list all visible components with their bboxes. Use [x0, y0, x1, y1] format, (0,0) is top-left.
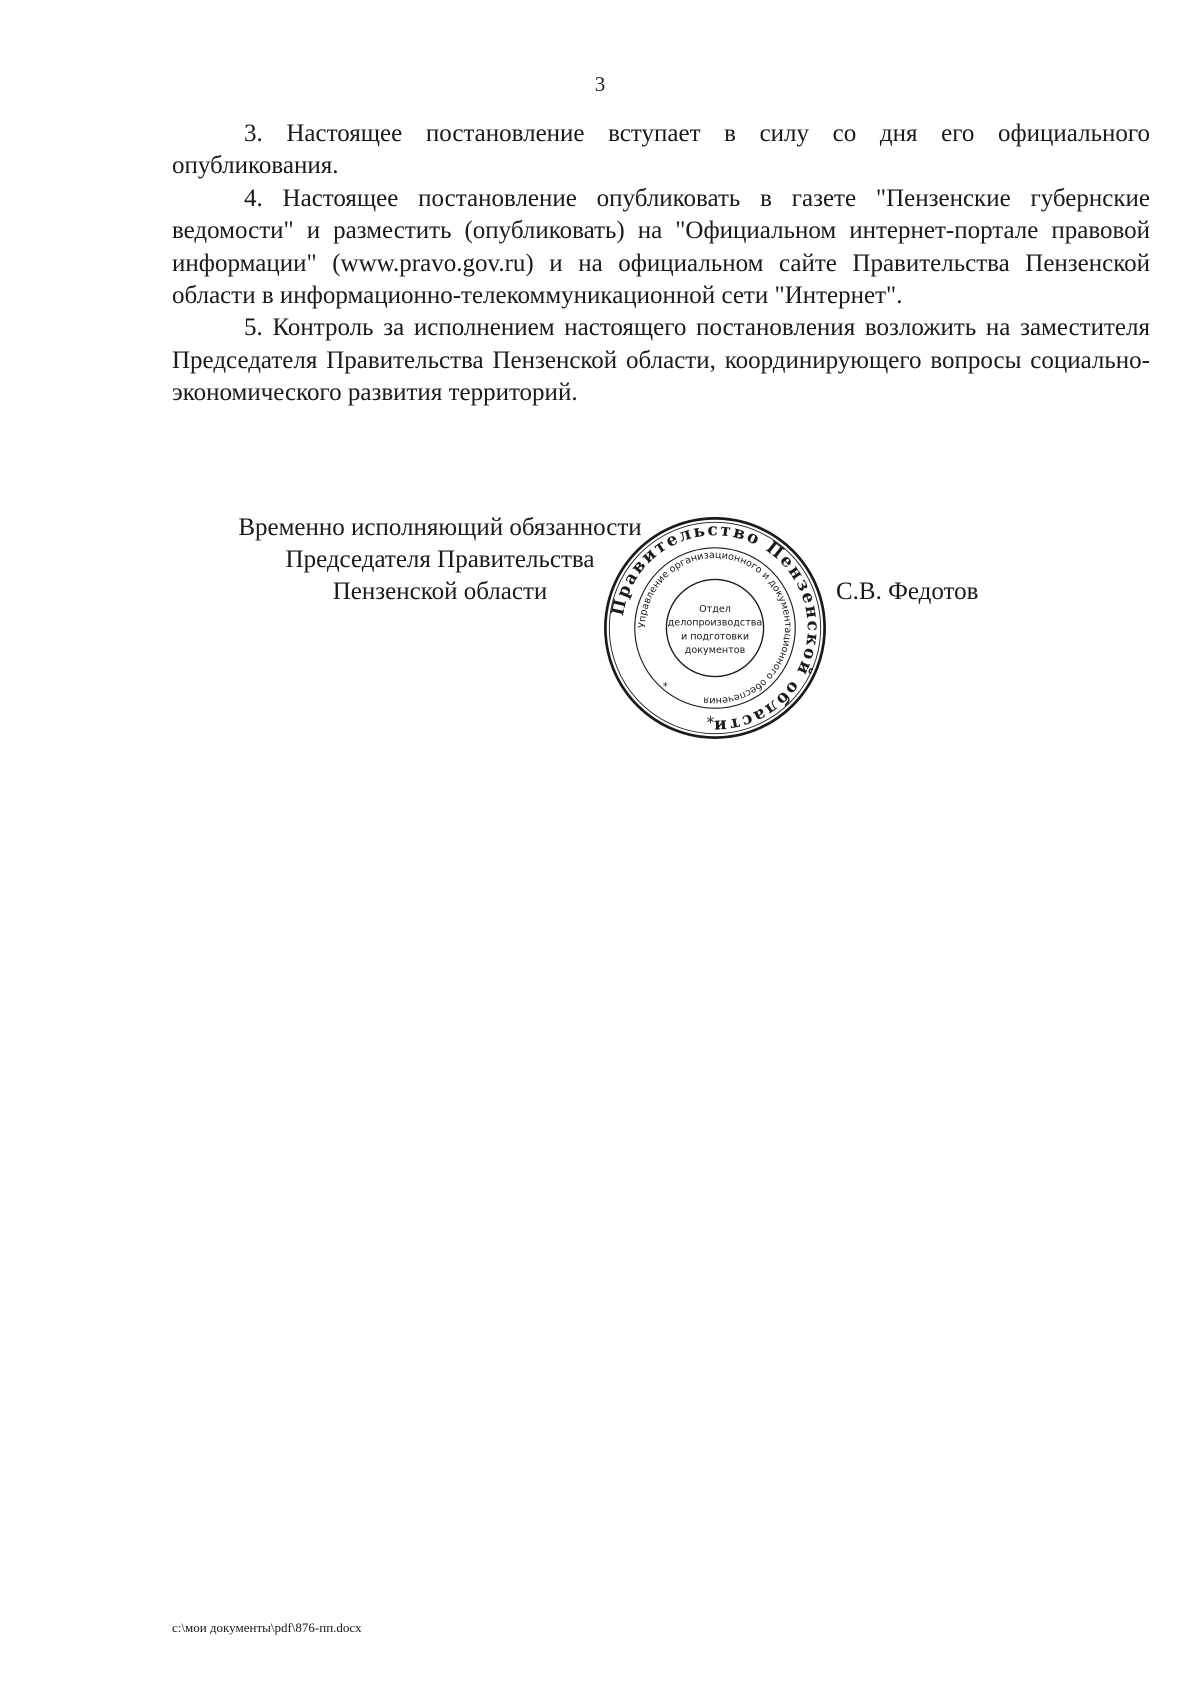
seal-center-line: документов [684, 644, 746, 656]
document-body [172, 118, 1150, 410]
signatory-title-line: Председателя Правительства [285, 546, 595, 573]
seal-center-line: Отдел [699, 604, 731, 616]
official-seal [602, 515, 828, 741]
seal-star-icon: * [662, 682, 668, 694]
footer-file-path: c:\мои документы\pdf\876-пп.docx [172, 1620, 362, 1635]
seal-inner-ring-text: Управление организационного и документационного обеспечения [636, 549, 794, 707]
seal-star-icon: * [706, 712, 715, 732]
paragraph-3: 3. Настоящее постановление вступает в силу со дня его официального опубликования. [172, 120, 1150, 180]
seal-center-line: и подготовки [680, 631, 750, 643]
paragraph-5: 5. Контроль за исполнением настоящего постановления возложить на заместителя Председателя Правительства Пензенской области, координирующего вопросы социально-экономического развития территорий. [172, 314, 1150, 407]
seal-center-line: делопроизводства [667, 617, 763, 629]
signatory-name: С.В. Федотов [836, 578, 979, 605]
page-number: 3 [594, 72, 606, 96]
seal-outer-text: Правительство Пензенской области [607, 519, 824, 737]
paragraph-4: 4. Настоящее постановление опубликовать в газете "Пензенские губернские ведомости" и разместить (опубликовать) на "Официальном интернет-портале правовой информации" (www.pravo.gov.ru) и на официальном сайте Правительства Пензенской области в информационно-телекоммуникационной сети "Интернет". [172, 184, 1150, 310]
signatory-title-line: Пензенской области [332, 578, 548, 605]
signatory-title-line: Временно исполняющий обязанности [238, 514, 642, 541]
